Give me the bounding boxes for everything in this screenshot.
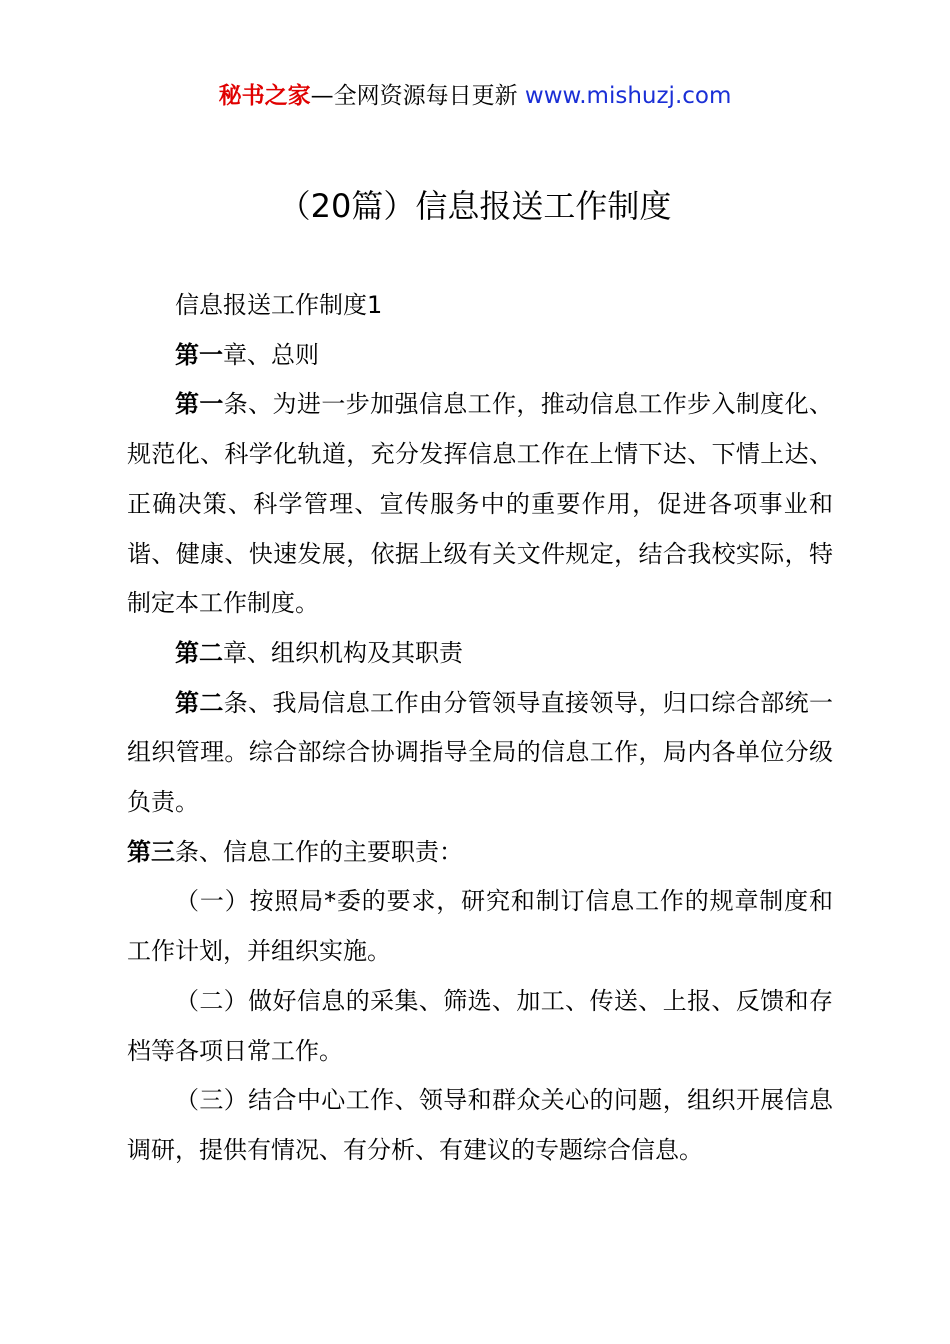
paragraph-lead: 第一: [175, 340, 223, 369]
paragraph-subtitle: [127, 281, 833, 331]
paragraph-text: 条、我局信息工作由分管领导直接领导，归口综合部统一组织管理。综合部综合协调指导全局的信息工作，局内各单位分级负责。: [127, 688, 834, 817]
paragraph-text: （二）做好信息的采集、筛选、加工、传送、上报、反馈和存档等各项日常工作。: [127, 986, 833, 1065]
paragraph-text: （三）结合中心工作、领导和群众关心的问题，组织开展信息调研，提供有情况、有分析、有建议的专题综合信息。: [127, 1086, 833, 1164]
chapter-heading: [127, 331, 833, 381]
paragraph-lead: 第一: [175, 390, 224, 419]
chapter-heading: [127, 629, 833, 679]
paragraph-lead: 第三: [127, 837, 175, 866]
list-item: [127, 977, 833, 1076]
article-paragraph: [127, 380, 833, 629]
document-title: （20篇）信息报送工作制度: [278, 187, 672, 225]
site-brand: 秘书之家: [218, 83, 311, 109]
paragraph-text: 条、信息工作的主要职责：: [175, 837, 463, 866]
site-tagline: —全网资源每日更新: [310, 83, 525, 109]
paragraph-lead: 第二: [175, 638, 223, 667]
document-body: [127, 281, 833, 1176]
paragraph-text: （一）按照局*委的要求，研究和制订信息工作的规章制度和工作计划，并组织实施。: [127, 887, 833, 966]
paragraph-text: 条、为进一步加强信息工作，推动信息工作步入制度化、规范化、科学化轨道，充分发挥信息工作在上情下达、下情上达、正确决策、科学管理、宣传服务中的重要作用，促进各项事业和谐、健康、快速发展，依据上级有关文件规定，结合我校实际，特制定本工作制度。: [127, 390, 834, 618]
article-paragraph: [127, 679, 833, 828]
article-paragraph: [127, 828, 833, 878]
paragraph-text: 信息报送工作制度1: [175, 291, 383, 319]
paragraph-text: 章、总则: [223, 340, 319, 369]
list-item: [127, 1076, 833, 1175]
paragraph-text: 章、组织机构及其职责: [223, 638, 463, 667]
site-header: [0, 78, 950, 114]
list-item: [127, 877, 833, 976]
paragraph-lead: 第二: [175, 688, 224, 717]
site-url-link[interactable]: www.mishuzj.com: [524, 83, 732, 109]
